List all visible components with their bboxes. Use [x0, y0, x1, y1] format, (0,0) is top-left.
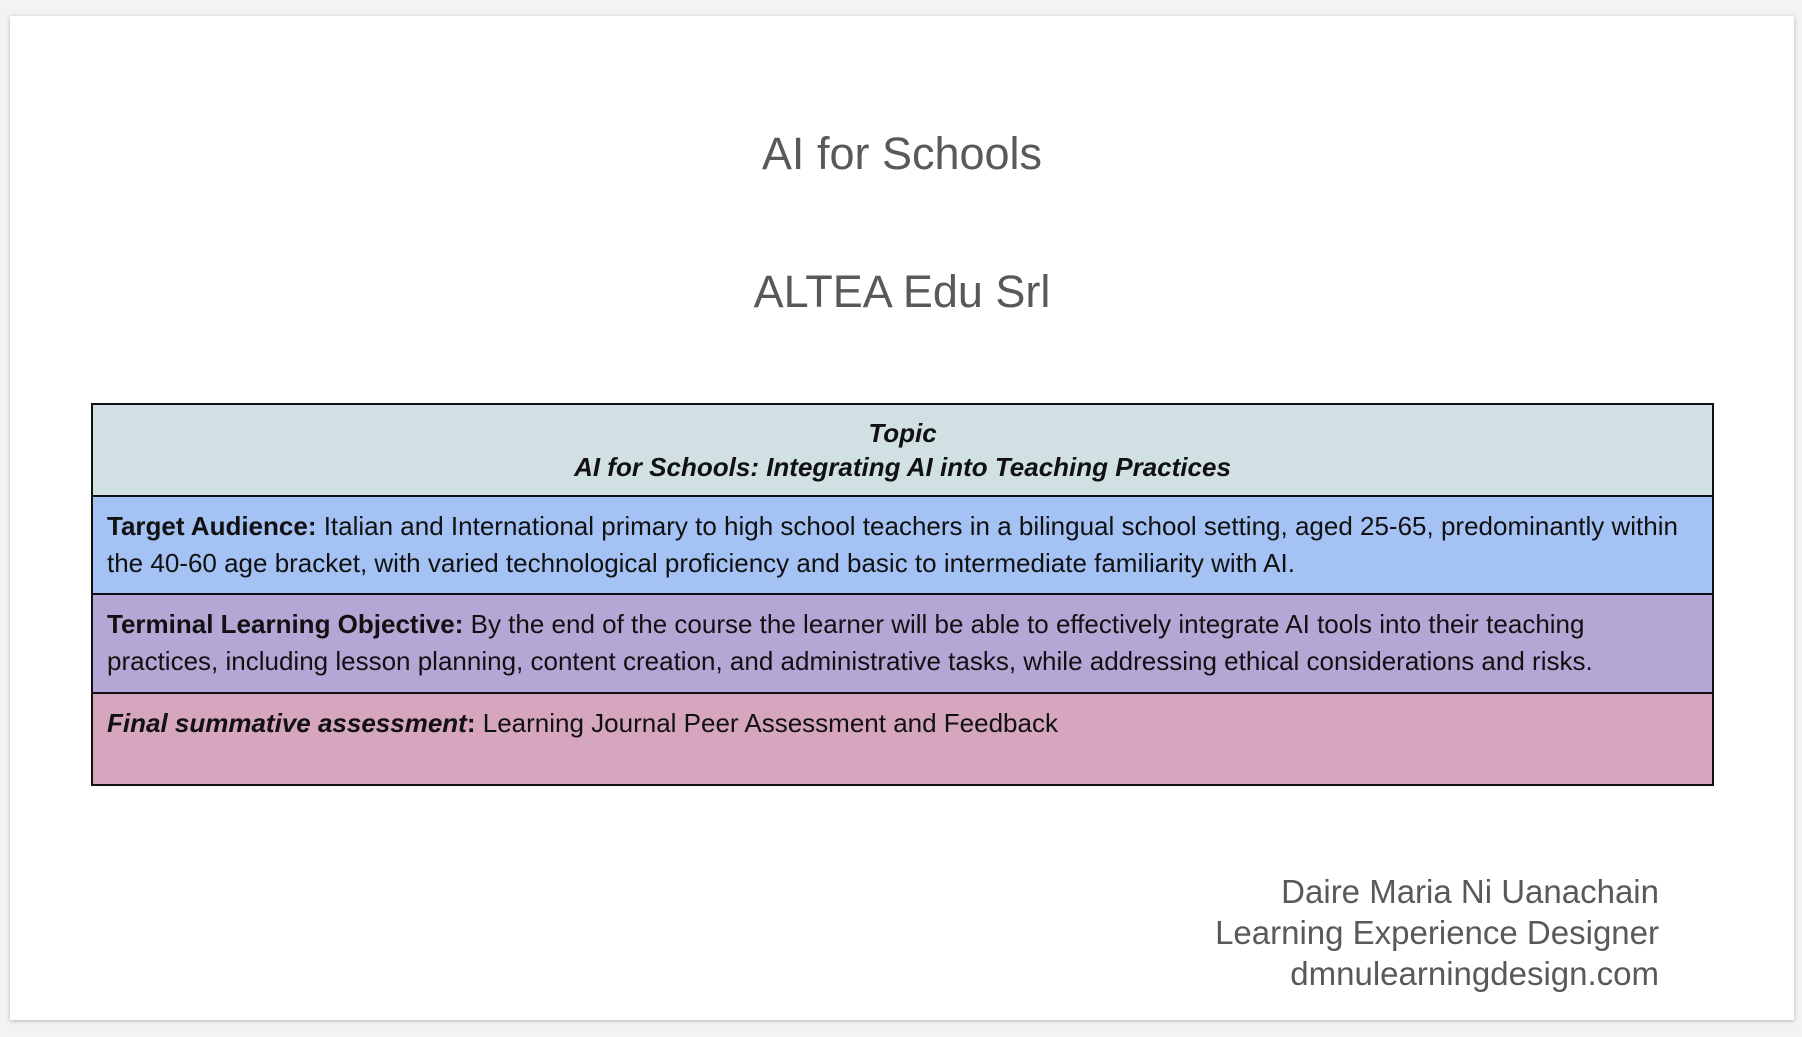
topic-text: AI for Schools: Integrating AI into Teaching Practices — [574, 452, 1231, 482]
terminal-objective-row — [93, 595, 1712, 694]
slide-subtitle: ALTEA Edu Srl — [753, 266, 1051, 317]
target-audience-text: Italian and International primary to high school teachers in a bilingual school setting, aged 25-65, predominantly within the 40-60 age bracket, with varied technological proficiency and basic to intermediate familiarity with AI. — [107, 511, 1678, 578]
terminal-objective-label: Terminal Learning Objective: — [107, 609, 464, 639]
topic-row — [93, 405, 1712, 497]
final-assessment-colon: : — [466, 708, 476, 738]
target-audience-row — [93, 497, 1712, 595]
author-website: dmnulearningdesign.com — [1290, 955, 1659, 992]
final-assessment-text: Learning Journal Peer Assessment and Feedback — [475, 708, 1058, 738]
course-info-table — [91, 403, 1714, 786]
author-role: Learning Experience Designer — [1215, 914, 1659, 951]
final-assessment-label: Final summative assessment — [107, 708, 467, 738]
slide — [10, 16, 1794, 1020]
slide-title: AI for Schools — [761, 128, 1043, 179]
target-audience-label: Target Audience: — [107, 511, 317, 541]
final-assessment-row — [93, 694, 1712, 784]
author-credits — [1215, 871, 1659, 994]
terminal-objective-text: By the end of the course the learner will be able to effectively integrate AI tools into their teaching practices, including lesson planning, content creation, and administrative tasks, while addressing ethical considerations and risks. — [107, 609, 1593, 676]
topic-heading: Topic — [868, 418, 937, 448]
author-name: Daire Maria Ni Uanachain — [1281, 873, 1659, 910]
